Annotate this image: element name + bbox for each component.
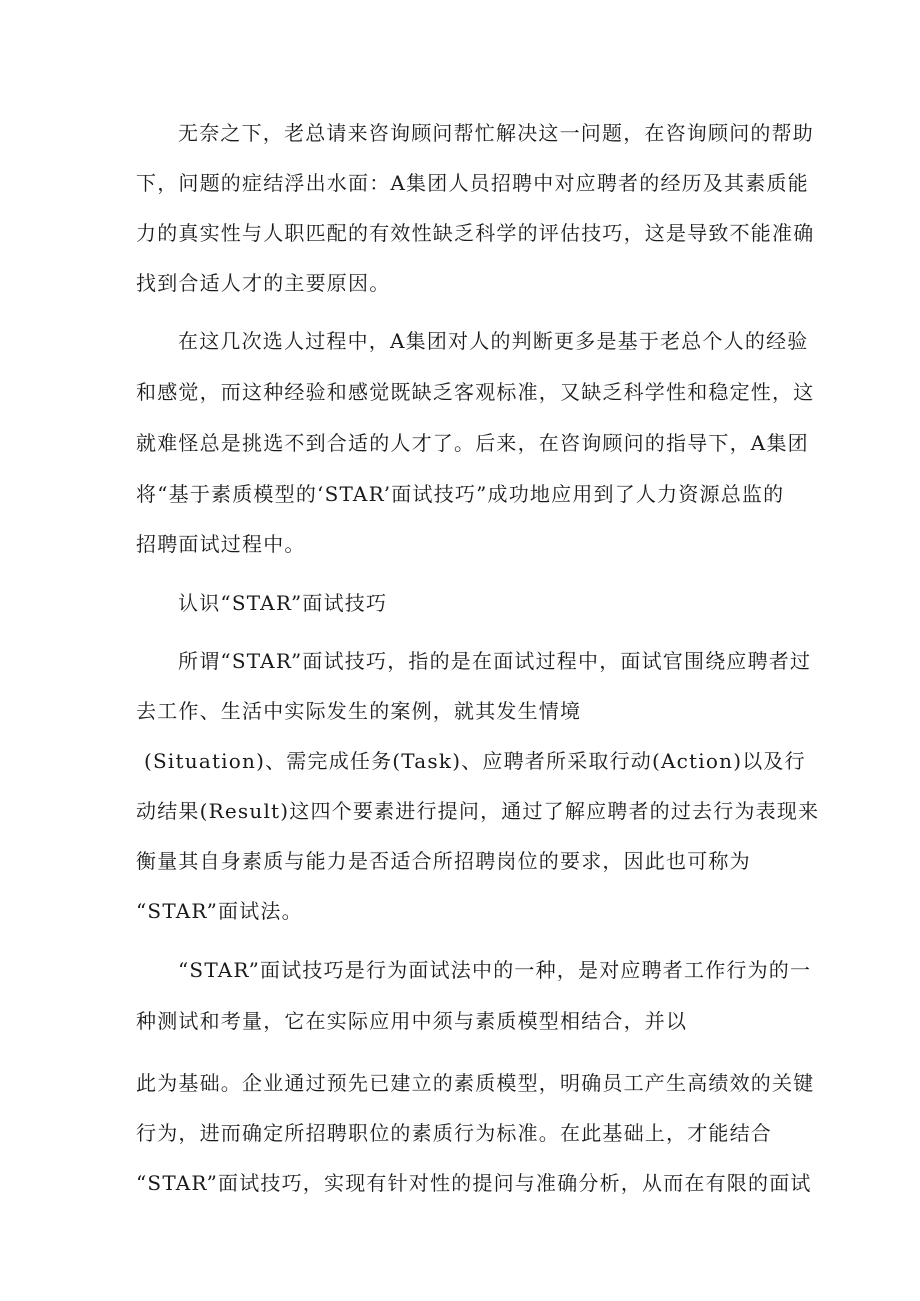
text-line: 去工作、生活中实际发生的案例，就其发生情境 xyxy=(136,699,582,723)
text-line: 下，问题的症结浮出水面：A集团人员招聘中对应聘者的经历及其素质能 xyxy=(136,171,809,195)
text-line: “STAR”面试法。 xyxy=(136,899,303,923)
text-line: 找到合适人才的主要原因。 xyxy=(136,271,391,295)
text-line: 在这几次选人过程中，A集团对人的判断更多是基于老总个人的经验 xyxy=(178,329,809,353)
text-line: 所谓“STAR”面试技巧，指的是在面试过程中，面试官围绕应聘者过 xyxy=(178,649,812,673)
text-line: 动结果(Result)这四个要素进行提问，通过了解应聘者的过去行为表现来 xyxy=(136,799,820,823)
text-line: 力的真实性与人职匹配的有效性缺乏科学的评估技巧，这是导致不能准确 xyxy=(136,221,815,245)
text-line: 衡量其自身素质与能力是否适合所招聘岗位的要求，因此也可称为 xyxy=(136,849,751,873)
text-line: (Situation)、需完成任务(Task)、应聘者所采取行动(Action)以及行 xyxy=(144,749,806,773)
text-line: 行为，进而确定所招聘职位的素质行为标准。在此基础上，才能结合 xyxy=(136,1121,772,1145)
text-line: 和感觉，而这种经验和感觉既缺乏客观标准，又缺乏科学性和稳定性，这 xyxy=(136,380,815,404)
text-line: 种测试和考量，它在实际应用中须与素质模型相结合，并以 xyxy=(136,1009,688,1033)
text-line: 就难怪总是挑选不到合适的人才了。后来，在咨询顾问的指导下，A集团 xyxy=(136,431,809,455)
text-line: 招聘面试过程中。 xyxy=(136,532,306,556)
text-line: “STAR”面试技巧是行为面试法中的一种，是对应聘者工作行为的一 xyxy=(178,958,812,982)
text-line: 此为基础。企业通过预先已建立的素质模型，明确员工产生高绩效的关键 xyxy=(136,1071,815,1095)
section-heading: 认识“STAR”面试技巧 xyxy=(178,591,388,615)
text-line: 将“基于素质模型的‘STAR’面试技巧”成功地应用到了人力资源总监的 xyxy=(136,482,785,506)
text-line: 无奈之下，老总请来咨询顾问帮忙解决这一问题，在咨询顾问的帮助 xyxy=(178,121,814,145)
text-line: “STAR”面试技巧，实现有针对性的提问与准确分析，从而在有限的面试 xyxy=(136,1171,812,1195)
